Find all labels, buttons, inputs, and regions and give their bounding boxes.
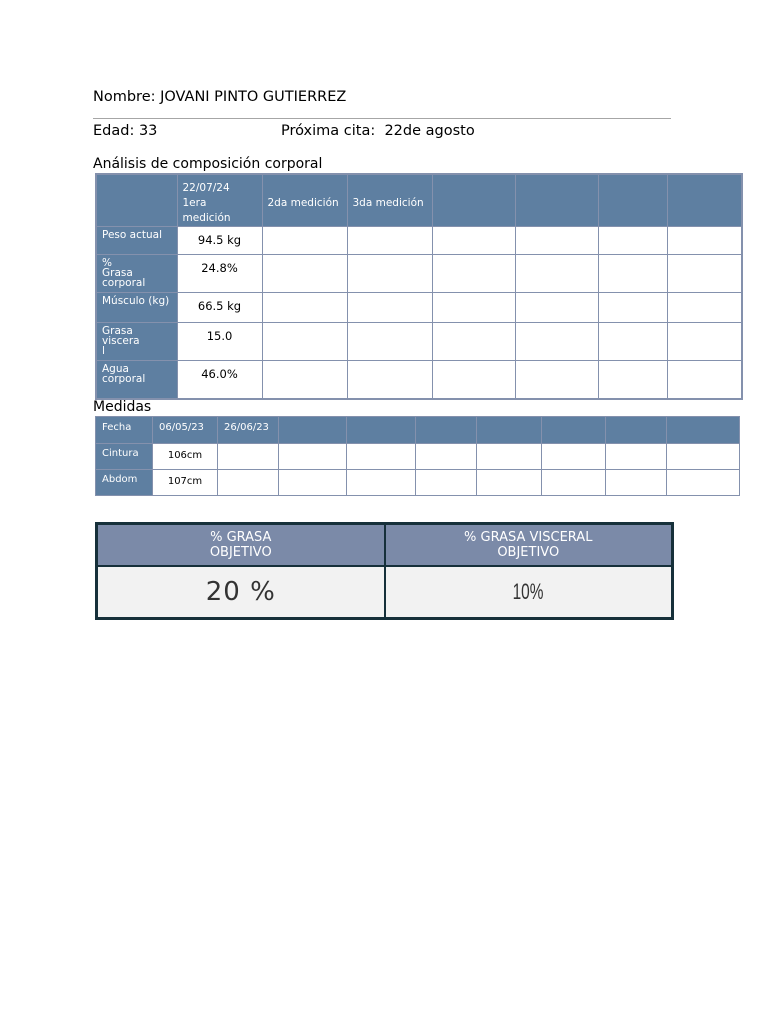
header-cell [477, 417, 542, 444]
table-cell [515, 323, 598, 361]
measurements-table [95, 416, 740, 496]
composition-section-title: Análisis de composición corporal [93, 156, 323, 172]
table-cell: 24.8% [177, 255, 262, 293]
table-cell [347, 444, 416, 470]
table-cell [279, 470, 347, 496]
table-cell [347, 293, 432, 323]
table-cell [667, 444, 740, 470]
table-cell [598, 323, 667, 361]
table-cell: 106cm [153, 444, 218, 470]
header-cell [542, 417, 606, 444]
table-cell [606, 444, 667, 470]
header-cell [347, 417, 416, 444]
table-cell [218, 470, 279, 496]
header-cell [667, 174, 742, 227]
table-cell [598, 361, 667, 399]
measurements-section-title: Medidas [93, 399, 152, 415]
fat-goal-label: % GRASA OBJETIVO [97, 524, 385, 567]
table-row [96, 293, 742, 323]
table-cell [515, 293, 598, 323]
table-cell [667, 361, 742, 399]
header-cell [667, 417, 740, 444]
header-cell: 26/06/23 [218, 417, 279, 444]
header-cell: 2da medición [262, 174, 347, 227]
table-cell: 107cm [153, 470, 218, 496]
table-cell [347, 227, 432, 255]
header-cell: Fecha [96, 417, 153, 444]
table-cell [432, 255, 515, 293]
table-cell [432, 293, 515, 323]
table-cell [606, 470, 667, 496]
header-cell: 3da medición [347, 174, 432, 227]
header-cell: 22/07/24 1era medición [177, 174, 262, 227]
header-cell [432, 174, 515, 227]
table-cell [347, 361, 432, 399]
table-cell [515, 227, 598, 255]
table-cell [218, 444, 279, 470]
table-cell [542, 470, 606, 496]
table-row [96, 255, 742, 293]
row-label: Peso actual [96, 227, 177, 255]
header-cell: 06/05/23 [153, 417, 218, 444]
header-divider [93, 118, 671, 119]
table-cell [598, 227, 667, 255]
table-cell [262, 255, 347, 293]
visceral-fat-goal-cell [385, 566, 673, 619]
row-label: Abdom [96, 470, 153, 496]
table-cell [598, 255, 667, 293]
goals-table [95, 522, 674, 620]
measurements-header-row [96, 417, 740, 444]
header-cell [416, 417, 477, 444]
patient-age: Edad: 33 [93, 123, 158, 139]
table-cell [432, 227, 515, 255]
table-row [96, 323, 742, 361]
table-cell [262, 323, 347, 361]
table-cell: 66.5 kg [177, 293, 262, 323]
next-appointment: Próxima cita: 22de agosto [281, 123, 475, 139]
table-cell [667, 470, 740, 496]
row-label: Cintura [96, 444, 153, 470]
table-cell [262, 361, 347, 399]
table-cell [416, 470, 477, 496]
table-cell [515, 255, 598, 293]
table-cell [667, 227, 742, 255]
table-cell [279, 444, 347, 470]
table-row [96, 470, 740, 496]
fat-goal-cell [97, 566, 385, 619]
table-cell [515, 361, 598, 399]
header-cell [96, 174, 177, 227]
visceral-fat-goal-value: 10% [512, 579, 544, 604]
table-cell [262, 227, 347, 255]
visceral-fat-goal-label: % GRASA VISCERAL OBJETIVO [385, 524, 673, 567]
table-cell [347, 255, 432, 293]
fat-goal-value: 20 % [205, 577, 276, 607]
table-cell [432, 361, 515, 399]
patient-name: Nombre: JOVANI PINTO GUTIERREZ [93, 89, 347, 105]
table-cell [347, 470, 416, 496]
row-label: Grasa viscera l [96, 323, 177, 361]
header-cell [598, 174, 667, 227]
table-cell: 94.5 kg [177, 227, 262, 255]
table-cell [416, 444, 477, 470]
row-label: Agua corporal [96, 361, 177, 399]
table-cell [347, 323, 432, 361]
row-label: % Grasa corporal [96, 255, 177, 293]
table-cell [542, 444, 606, 470]
table-row [96, 361, 742, 399]
table-cell [598, 293, 667, 323]
table-cell [667, 293, 742, 323]
table-cell [262, 293, 347, 323]
table-row [96, 444, 740, 470]
header-cell [279, 417, 347, 444]
composition-table [95, 173, 743, 400]
header-cell [606, 417, 667, 444]
table-cell [432, 323, 515, 361]
table-cell [667, 255, 742, 293]
table-cell [477, 444, 542, 470]
table-cell: 46.0% [177, 361, 262, 399]
table-row [96, 227, 742, 255]
row-label: Músculo (kg) [96, 293, 177, 323]
table-cell [667, 323, 742, 361]
table-cell [477, 470, 542, 496]
composition-header-row [96, 174, 742, 227]
table-cell: 15.0 [177, 323, 262, 361]
header-cell [515, 174, 598, 227]
